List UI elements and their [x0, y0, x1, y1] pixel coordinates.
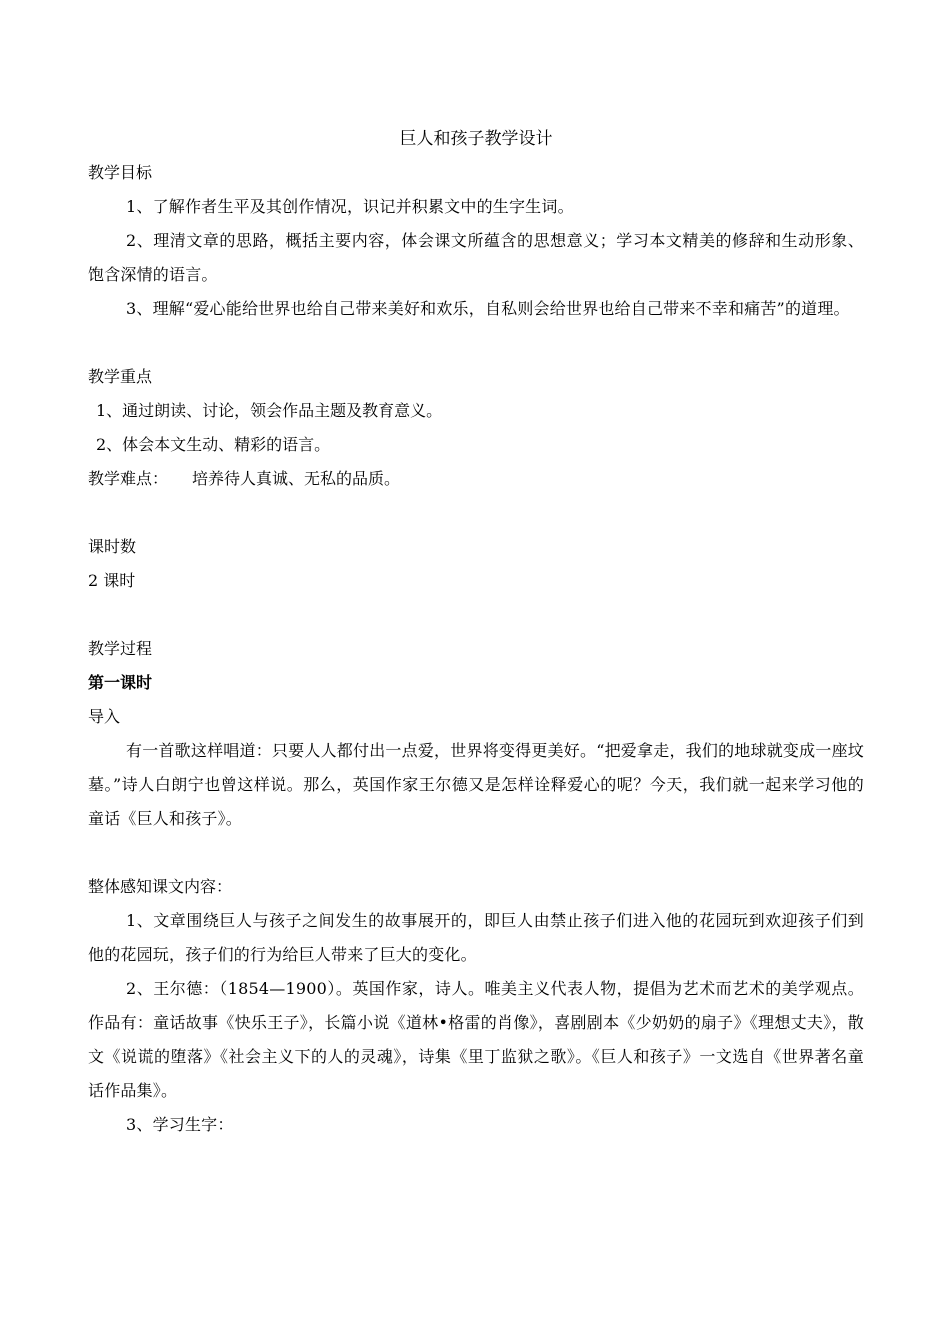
hours-value: 2 课时 — [88, 571, 136, 590]
objective-item-3: 3、理解“爱心能给世界也给自己带来美好和欢乐，自私则会给世界也给自己带来不幸和痛苦”的道理。 — [126, 299, 850, 318]
objective-item-2: 2、理清文章的思路，概括主要内容，体会课文所蕴含的思想意义；学习本文精美的修辞和生动形象、饱含深情的语言。 — [88, 231, 864, 284]
intro-paragraph: 有一首歌这样唱道：只要人人都付出一点爱，世界将变得更美好。“把爱拿走，我们的地球就变成一座坟墓。”诗人白朗宁也曾这样说。那么，英国作家王尔德又是怎样诠释爱心的呢？今天，我们就一起来学习他的童话《巨人和孩子》。 — [88, 741, 864, 828]
key-point-item-2: 2、体会本文生动、精彩的语言。 — [96, 435, 331, 454]
overview-item-1: 1、文章围绕巨人与孩子之间发生的故事展开的，即巨人由禁止孩子们进入他的花园玩到欢迎孩子们到他的花园玩，孩子们的行为给巨人带来了巨大的变化。 — [88, 911, 864, 964]
intro-heading: 导入 — [88, 707, 121, 726]
process-heading: 教学过程 — [88, 639, 153, 658]
spacer — [88, 598, 864, 632]
overview-item-3: 3、学习生字： — [126, 1115, 234, 1134]
key-points-heading: 教学重点 — [88, 367, 153, 386]
objective-item-1: 1、了解作者生平及其创作情况，识记并积累文中的生字生词。 — [126, 197, 574, 216]
difficulty-line — [88, 462, 864, 496]
difficulty-label: 教学难点： — [88, 469, 169, 488]
difficulty-text: 培养待人真诚、无私的品质。 — [192, 469, 401, 488]
hours-heading: 课时数 — [88, 537, 137, 556]
spacer — [88, 496, 864, 530]
overview-heading: 整体感知课文内容： — [88, 877, 233, 896]
lesson-1-heading: 第一课时 — [88, 673, 153, 692]
overview-item-2: 2、王尔德：（1854—1900）。英国作家，诗人。唯美主义代表人物，提倡为艺术而艺术的美学观点。作品有：童话故事《快乐王子》，长篇小说《道林•格雷的肖像》，喜剧剧本《少奶奶的扇子》《理想丈夫》，散文《说谎的堕落》《社会主义下的人的灵魂》，诗集《里丁监狱之歌》。《巨人和孩子》一文选自《世界著名童话作品集》。 — [88, 979, 864, 1100]
objectives-heading: 教学目标 — [88, 163, 153, 182]
spacer — [88, 326, 864, 360]
document-page — [88, 122, 864, 1142]
key-point-item-1: 1、通过朗读、讨论，领会作品主题及教育意义。 — [96, 401, 443, 420]
spacer — [88, 836, 864, 870]
document-title: 巨人和孩子教学设计 — [399, 129, 553, 149]
